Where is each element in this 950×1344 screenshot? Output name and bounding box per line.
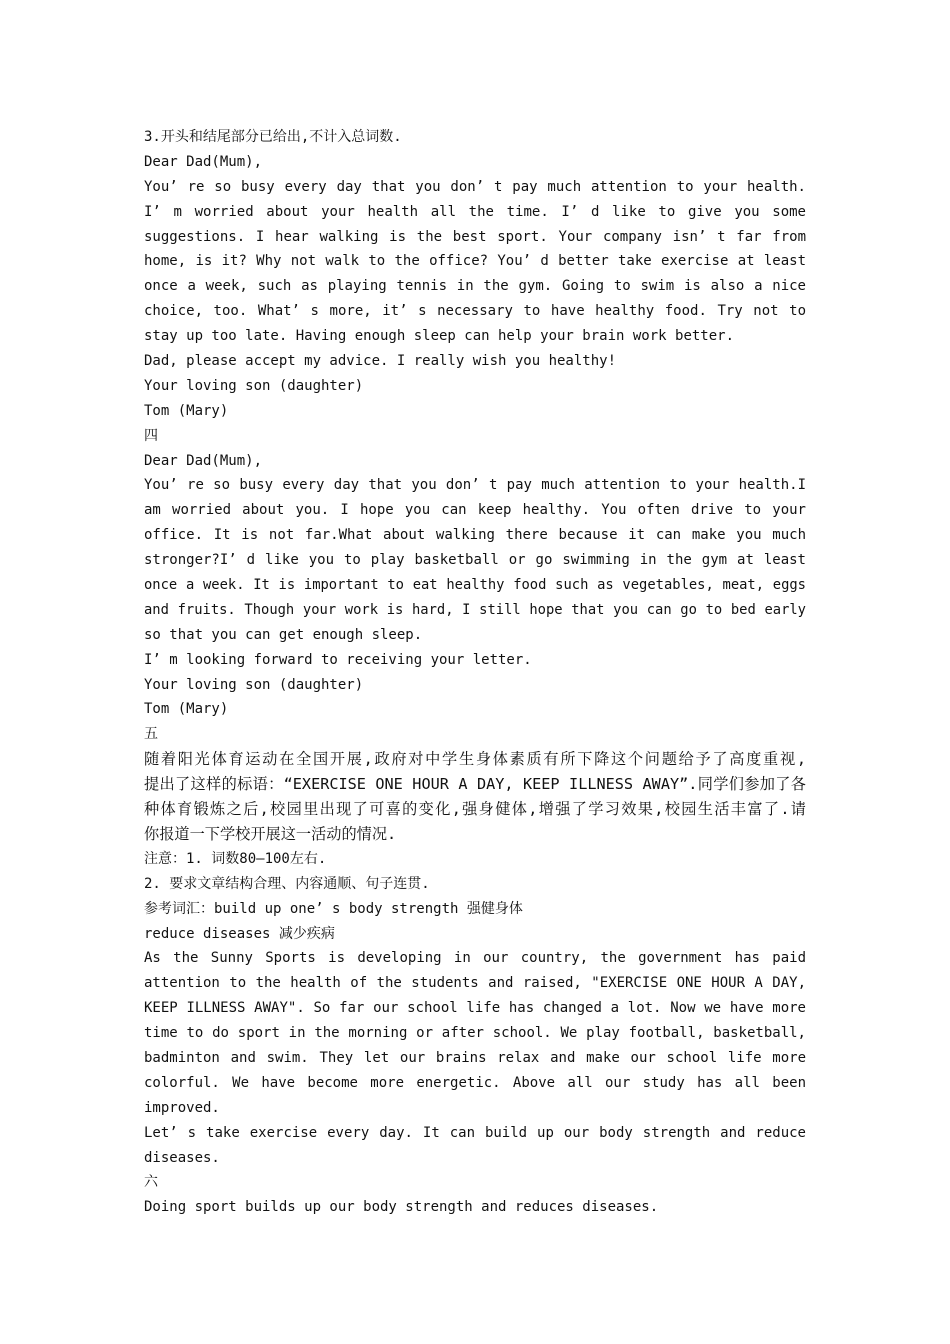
text-line: Tom (Mary) <box>144 402 229 419</box>
text-line: and fruits. Though your work is hard, I still hope that you can go to bed early <box>144 601 806 618</box>
text-line: choice, too. What’ s more, it’ s necessary to have healthy food. Try not to <box>144 303 806 320</box>
text-line: You’ re so busy every day that you don’ t pay much attention to your health.I <box>144 477 806 494</box>
text-line: 种体育锻炼之后,校园里出现了可喜的变化,强身健体,增强了学习效果,校园生活丰富了.请 <box>144 800 806 819</box>
text-line: stay up too late. Having enough sleep can help your brain work better. <box>144 328 735 345</box>
text-line: suggestions. I hear walking is the best sport. Your company isn’ t far from <box>144 228 806 245</box>
text-line: Dear Dad(Mum), <box>144 153 263 170</box>
text-line: colorful. We have become more energetic. Above all our study has all been <box>144 1074 806 1091</box>
text-line: 2. 要求文章结构合理、内容通顺、句子连贯. <box>144 875 430 892</box>
text-line: once a week, such as playing tennis in the gym. Going to swim is also a nice <box>144 278 806 295</box>
text-line: am worried about you. I hope you can keep healthy. You often drive to your <box>144 502 806 519</box>
text-line: Doing sport builds up our body strength and reduces diseases. <box>144 1199 659 1216</box>
text-line: Let’ s take exercise every day. It can build up our body strength and reduce <box>144 1124 806 1141</box>
text-line: I’ m worried about your health all the time. I’ d like to give you some <box>144 203 806 220</box>
text-line: badminton and swim. They let our brains relax and make our school life more <box>144 1049 806 1066</box>
text-line: 注意：1. 词数80—100左右. <box>144 850 327 867</box>
text-line: Dad, please accept my advice. I really wish you healthy! <box>144 353 617 370</box>
text-line: Tom (Mary) <box>144 701 229 718</box>
text-line: 提出了这样的标语：“EXERCISE ONE HOUR A DAY, KEEP ILLNESS AWAY”.同学们参加了各 <box>144 775 806 794</box>
text-line: time to do sport in the morning or after school. We play football, basketball, <box>144 1025 806 1042</box>
text-line: so that you can get enough sleep. <box>144 626 423 643</box>
text-line: I’ m looking forward to receiving your letter. <box>144 651 532 668</box>
section-heading: 五 <box>144 726 158 743</box>
text-line: Dear Dad(Mum), <box>144 452 263 469</box>
text-line: home, is it? Why not walk to the office? You’ d better take exercise at least <box>144 253 806 270</box>
text-line: Your loving son (daughter) <box>144 377 364 394</box>
text-line: stronger?I’ d like you to play basketball or go swimming in the gym at least <box>144 552 806 569</box>
text-line: 参考词汇：build up one’ s body strength 强健身体 <box>144 900 523 917</box>
text-line: You’ re so busy every day that you don’ t pay much attention to your health. <box>144 178 806 195</box>
text-line: diseases. <box>144 1149 220 1166</box>
text-line: reduce diseases 减少疾病 <box>144 925 335 942</box>
text-line: 3.开头和结尾部分已给出,不计入总词数. <box>144 129 402 145</box>
document-body <box>144 125 806 1220</box>
text-line: office. It is not far.What about walking there because it can make you much <box>144 527 806 544</box>
text-line: As the Sunny Sports is developing in our country, the government has paid <box>144 950 806 967</box>
text-line: 你报道一下学校开展这一活动的情况. <box>144 824 397 843</box>
section-heading: 六 <box>144 1174 158 1191</box>
text-line: once a week. It is important to eat healthy food such as vegetables, meat, eggs <box>144 577 806 594</box>
section-heading: 四 <box>144 427 158 444</box>
text-line: improved. <box>144 1099 220 1116</box>
text-line: Your loving son (daughter) <box>144 676 364 693</box>
text-line: KEEP ILLNESS AWAY". So far our school life has changed a lot. Now we have more <box>144 1000 806 1017</box>
text-line: 随着阳光体育运动在全国开展,政府对中学生身体素质有所下降这个问题给予了高度重视, <box>144 750 806 769</box>
text-line: attention to the health of the students and raised, "EXERCISE ONE HOUR A DAY, <box>144 975 806 992</box>
